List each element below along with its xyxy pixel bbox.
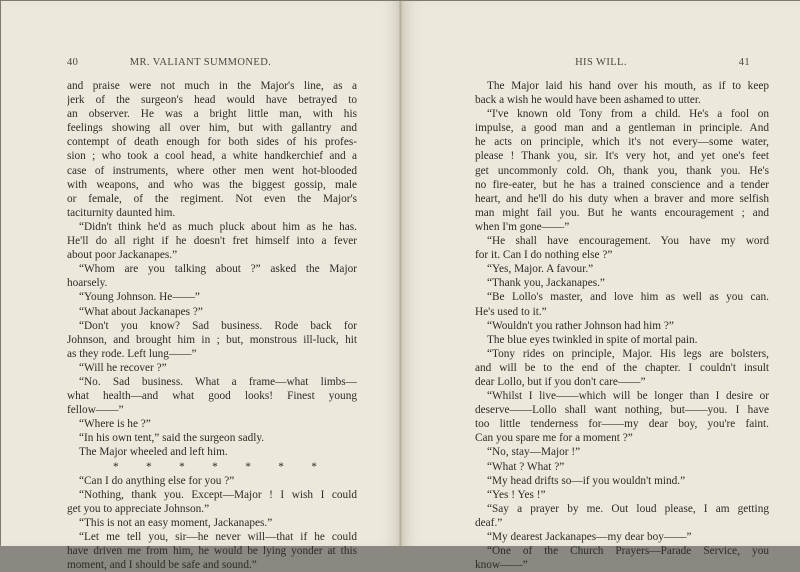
text-line: “Yes, Major. A favour.” (487, 263, 594, 276)
text-line: “My dearest Jackanapes—my dear boy——” (487, 531, 692, 543)
text-line: The blue eyes twinkled in spite of mortal pain. (487, 333, 698, 346)
text-line: know——” (475, 559, 528, 572)
text-line: “Don't you know? Sad business. Rode back for (79, 319, 357, 332)
text-line: The Major wheeled and left him. (79, 446, 228, 459)
text-line: “Thank you, Jackanapes.” (487, 277, 605, 290)
text-line: “What about Jackanapes ?” (79, 305, 203, 318)
text-line: “Whom are you talking about ?” asked the Major (79, 263, 357, 276)
text-line: deaf.” (475, 516, 503, 529)
text-line: “Will he recover ?” (79, 361, 167, 374)
text-line: “Tony rides on principle, Major. His legs are bolsters, (487, 347, 769, 360)
text-line: “Nothing, thank you. Except—Major ! I wish I could (79, 488, 357, 501)
text-line: “Say a prayer by me. Out loud please, I am getting (487, 502, 769, 515)
section-break-star: * (113, 460, 119, 473)
text-line: please ! Thank you, sir. It's very hot, and yet one's feet (475, 150, 769, 163)
text-line: “Let me tell you, sir—he never will—that if he could (79, 531, 357, 543)
text-line: back a wish he would have been ashamed to utter. (475, 94, 701, 107)
text-line: taciturnity daunted him. (67, 206, 176, 219)
text-line: He'll do all right if he doesn't fret himself into a fever (67, 235, 357, 248)
text-line: The Major laid his hand over his mouth, as if to keep (487, 80, 769, 92)
text-line: he acts on principle, which it's not every—some water, (475, 136, 769, 149)
text-line: “Be Lollo's master, and love him as well as you can. (487, 291, 769, 304)
left-page-number: 40 (67, 57, 79, 68)
text-line: “Didn't think he'd as much pluck about him as he has. (79, 220, 357, 233)
text-line: case of instruments, where other men went hot-blooded (67, 164, 357, 177)
text-line: an observer. He was a bright little man, with his (67, 108, 357, 121)
text-line: “Can I do anything else for you ?” (79, 474, 235, 487)
text-line: impulse, a good man and a gentleman in principle. And (475, 122, 769, 135)
text-line: “This is not an easy moment, Jackanapes.” (79, 516, 273, 529)
text-line: “I've known old Tony from a child. He's a fool on (487, 108, 769, 121)
text-line: “My head drifts so—if you wouldn't mind.” (487, 474, 686, 487)
right-running-title: HIS WILL. (575, 57, 627, 68)
text-line: “He shall have encouragement. You have my word (487, 235, 769, 248)
text-line: “What ? What ?” (487, 460, 565, 473)
text-line: “Whilst I live——which will be longer than I desire or (487, 390, 769, 403)
left-running-title: MR. VALIANT SUMMONED. (129, 57, 272, 68)
text-line: with weapons, and who was the biggest gossip, male (67, 178, 357, 191)
text-line: about poor Jackanapes.” (67, 249, 178, 262)
text-line: or female, of the regiment. Not even the Major's (67, 192, 357, 205)
text-line: “Where is he ?” (79, 418, 151, 431)
text-line: and praise were not much in the Major's line, as a (67, 80, 357, 92)
text-line: and will be to the end of the chapter. I couldn't insult (475, 361, 769, 374)
text-line: “No. Sad business. What a frame—what limbs— (79, 375, 357, 388)
text-line: as they rode. Left lung——” (67, 347, 197, 360)
section-break-star: * (146, 460, 152, 473)
section-break-star: * (278, 460, 284, 473)
text-line: man might fail you. But he wants encouragement ; and (475, 206, 769, 219)
text-line: heart, and he'll do his duty when a braver and more selfish (475, 192, 769, 205)
text-line: too little tenderness for——my dear boy, you're faint. (475, 418, 769, 431)
text-line: contempt of death enough for both sides of his profes- (67, 136, 357, 149)
text-line: what health—and what good looks! Finest young (67, 390, 357, 403)
text-line: have driven me from him, he would be lying yonder at this (67, 545, 357, 558)
text-line: when I'm gone——” (475, 220, 570, 233)
text-line: “One of the Church Prayers—Parade Service, you (487, 545, 769, 558)
right-page-text (475, 79, 769, 572)
right-page (402, 1, 800, 572)
text-line: “No, stay—Major !” (487, 446, 581, 459)
text-line: jerk of the surgeon's head would have betrayed to (67, 94, 357, 107)
text-line: Johnson, and brought him in ; but, monstrous ill-luck, hit (67, 333, 357, 346)
text-line: sion ; who took a cool head, a white handkerchief and a (67, 150, 357, 163)
text-line: dear Lollo, but if you don't care——” (475, 375, 646, 388)
text-line: no fire-eater, but he has a trained conscience and a tender (475, 178, 769, 191)
left-page-text (67, 79, 357, 572)
text-line: fellow——” (67, 404, 124, 417)
text-line: Can you spare me for a moment ?” (475, 432, 633, 445)
text-line: for it. Can I do nothing else ?” (475, 249, 613, 262)
right-page-number: 41 (738, 57, 750, 68)
text-line: hoarsely. (67, 277, 108, 290)
text-line: feelings showing all over him, but with gallantry and (67, 122, 357, 135)
section-break-star: * (311, 460, 317, 473)
section-break-stars (67, 460, 357, 474)
text-line: deserve——Lollo shall want nothing, but——you. I have (475, 404, 769, 417)
text-line: “In his own tent,” said the surgeon sadly. (79, 432, 265, 445)
text-line: moment, and I should be safe and sound.” (67, 559, 257, 572)
text-line: “Young Johnson. He——” (79, 291, 200, 304)
text-line: get you to appreciate Johnson.” (67, 502, 210, 515)
text-line: get uncommonly cold. Oh, thank you, thank you. He's (475, 164, 769, 177)
text-line: “Wouldn't you rather Johnson had him ?” (487, 319, 674, 332)
section-break-star: * (179, 460, 185, 473)
text-line: He's used to it.” (475, 305, 547, 318)
section-break-star: * (212, 460, 218, 473)
text-line: “Yes ! Yes !” (487, 488, 546, 501)
section-break-star: * (245, 460, 251, 473)
left-page (1, 1, 400, 572)
